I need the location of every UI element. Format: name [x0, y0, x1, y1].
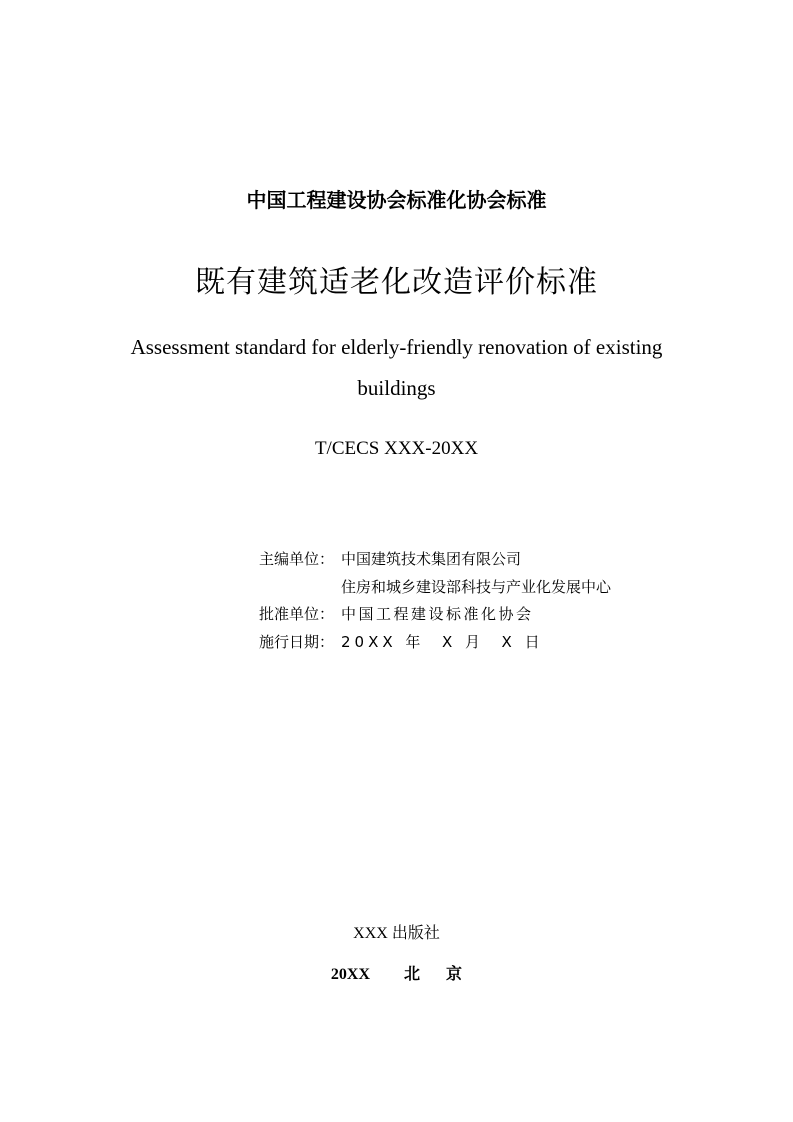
standard-title-english-line-1: Assessment standard for elderly-friendly renovation of existing — [130, 335, 663, 359]
publication-city-char-2: 京 — [446, 966, 463, 983]
standard-code: T/CECS XXX-20XX — [314, 438, 479, 459]
approval-label: 批准单位： — [259, 605, 335, 623]
effective-date-row — [259, 629, 611, 657]
publication-city-char-1: 北 — [404, 966, 421, 983]
chief-editor-row — [259, 546, 611, 574]
standard-info-block — [259, 546, 611, 656]
approval-unit: 中国工程建设标准化协会 — [341, 605, 534, 623]
publication-year: 20XX — [330, 966, 371, 983]
effective-date-label: 施行日期： — [259, 632, 335, 651]
approval-row — [259, 601, 611, 629]
standard-title-chinese: 既有建筑适老化改造评价标准 — [195, 265, 598, 300]
publication-year-place — [0, 963, 793, 987]
chief-editor-unit-1: 中国建筑技术集团有限公司 — [341, 550, 522, 568]
chief-editor-unit-2: 住房和城乡建设部科技与产业化发展中心 — [341, 577, 612, 596]
organization-title: 中国工程建设协会标准化协会标准 — [246, 188, 547, 212]
chief-editor-label: 主编单位： — [259, 550, 335, 568]
chief-editor-row-2 — [259, 574, 611, 602]
publisher-name: XXX 出版社 — [353, 925, 440, 942]
standard-title-english-line-2: buildings — [357, 376, 436, 400]
effective-date-value: 20XX 年 X 月 X 日 — [341, 632, 544, 651]
